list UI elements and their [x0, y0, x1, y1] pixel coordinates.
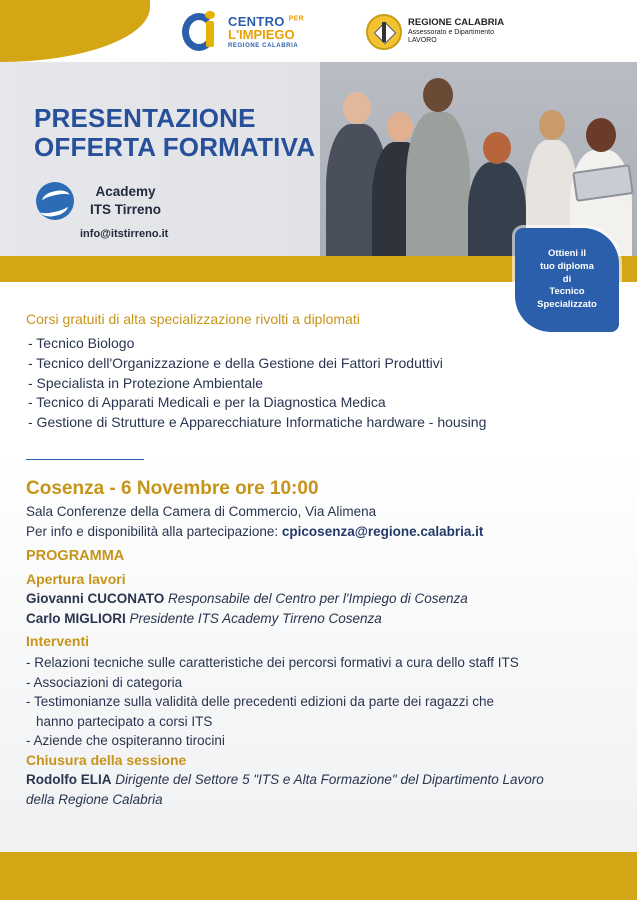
hero-title-line2: OFFERTA FORMATIVA	[34, 132, 316, 163]
academy-line1: Academy	[95, 184, 156, 200]
speaker-role: Presidente ITS Academy Tirreno Cosenza	[129, 611, 382, 626]
academy-logo-icon	[36, 182, 74, 220]
speaker-role: Responsabile del Centro per l'Impiego di Cosenza	[168, 591, 468, 606]
diploma-badge	[515, 228, 619, 332]
regione-calabria-logo	[366, 14, 504, 50]
cpi-line2: L'IMPIEGO	[228, 27, 295, 42]
centro-impiego-logo	[182, 10, 304, 54]
courses-heading: Corsi gratuiti di alta specializzazione rivolti a diplomati	[26, 311, 360, 327]
event-title: Cosenza - 6 Novembre ore 10:00	[26, 478, 319, 499]
list-item: - Aziende che ospiteranno tirocini	[26, 733, 225, 749]
cpi-logo-text	[228, 15, 304, 49]
speaker-elia	[26, 772, 544, 787]
event-venue: Sala Conferenze della Camera di Commercio, Via Alimena	[26, 504, 377, 519]
list-item: - Tecnico dell'Organizzazione e della Gestione dei Fattori Produttivi	[28, 354, 443, 371]
speaker-name: Carlo MIGLIORI	[26, 611, 126, 626]
cpi-line1: CENTRO	[228, 14, 285, 29]
region-line2: Assessorato e Dipartimento	[408, 29, 494, 37]
info-email[interactable]: cpicosenza@regione.calabria.it	[281, 524, 484, 539]
speaker-name: Rodolfo ELIA	[26, 772, 112, 787]
list-item: - Relazioni tecniche sulle caratteristiche dei percorsi formativi a cura dello staff ITS	[26, 655, 519, 670]
academy-email[interactable]: info@itstirreno.it	[80, 228, 169, 240]
speaker-elia-role-cont	[26, 792, 163, 807]
cpi-logo-mark-icon	[182, 11, 226, 53]
speaker-cuconato	[26, 591, 468, 606]
list-item: - Testimonianze sulla validità delle precedenti edizioni da parte dei ragazzi che	[26, 694, 495, 710]
opening-heading: Apertura lavori	[26, 571, 126, 587]
gold-corner-decoration	[0, 0, 150, 62]
speaker-role-cont: della Regione Calabria	[26, 792, 163, 807]
hero-title-line1: PRESENTAZIONE	[34, 103, 256, 133]
badge-line3: di	[562, 273, 572, 285]
badge-line4: Tecnico	[549, 286, 585, 298]
speaker-role: Dirigente del Settore 5 "ITS e Alta Formazione" del Dipartimento Lavoro	[115, 772, 544, 787]
badge-line2: tuo diploma	[540, 260, 594, 272]
info-label: Per info e disponibilità alla partecipazione:	[26, 524, 279, 539]
interventions-heading: Interventi	[26, 633, 90, 649]
region-line3: LAVORO	[408, 37, 437, 45]
hero-title	[34, 104, 315, 163]
event-info	[26, 524, 483, 539]
list-item: - Gestione di Strutture e Apparecchiature Informatiche hardware - housing	[28, 414, 487, 431]
list-item: - Tecnico di Apparati Medicali e per la Diagnostica Medica	[28, 394, 386, 411]
badge-line5: Specializzato	[537, 299, 597, 311]
program-heading: PROGRAMMA	[26, 548, 125, 564]
interventions-list	[26, 653, 519, 751]
courses-list	[28, 334, 486, 433]
header	[0, 0, 637, 62]
region-line1: REGIONE CALABRIA	[408, 17, 505, 29]
list-item: - Tecnico Biologo	[28, 335, 135, 351]
cpi-line3: REGIONE CALABRIA	[228, 43, 299, 49]
list-item: hanno partecipato a corsi ITS	[36, 713, 213, 729]
footer-band	[0, 852, 637, 900]
academy-line2: ITS Tirreno	[90, 202, 162, 217]
speaker-migliori	[26, 611, 382, 626]
speaker-name: Giovanni CUCONATO	[26, 591, 165, 606]
cpi-line1-small: PER	[288, 15, 304, 23]
academy-brand	[36, 182, 161, 220]
divider	[26, 459, 144, 460]
regione-emblem-icon	[366, 14, 402, 50]
badge-line1: Ottieni il	[547, 247, 586, 259]
list-item: - Specialista in Protezione Ambientale	[28, 374, 264, 391]
list-item: - Associazioni di categoria	[26, 674, 183, 690]
closing-heading: Chiusura della sessione	[26, 752, 187, 768]
